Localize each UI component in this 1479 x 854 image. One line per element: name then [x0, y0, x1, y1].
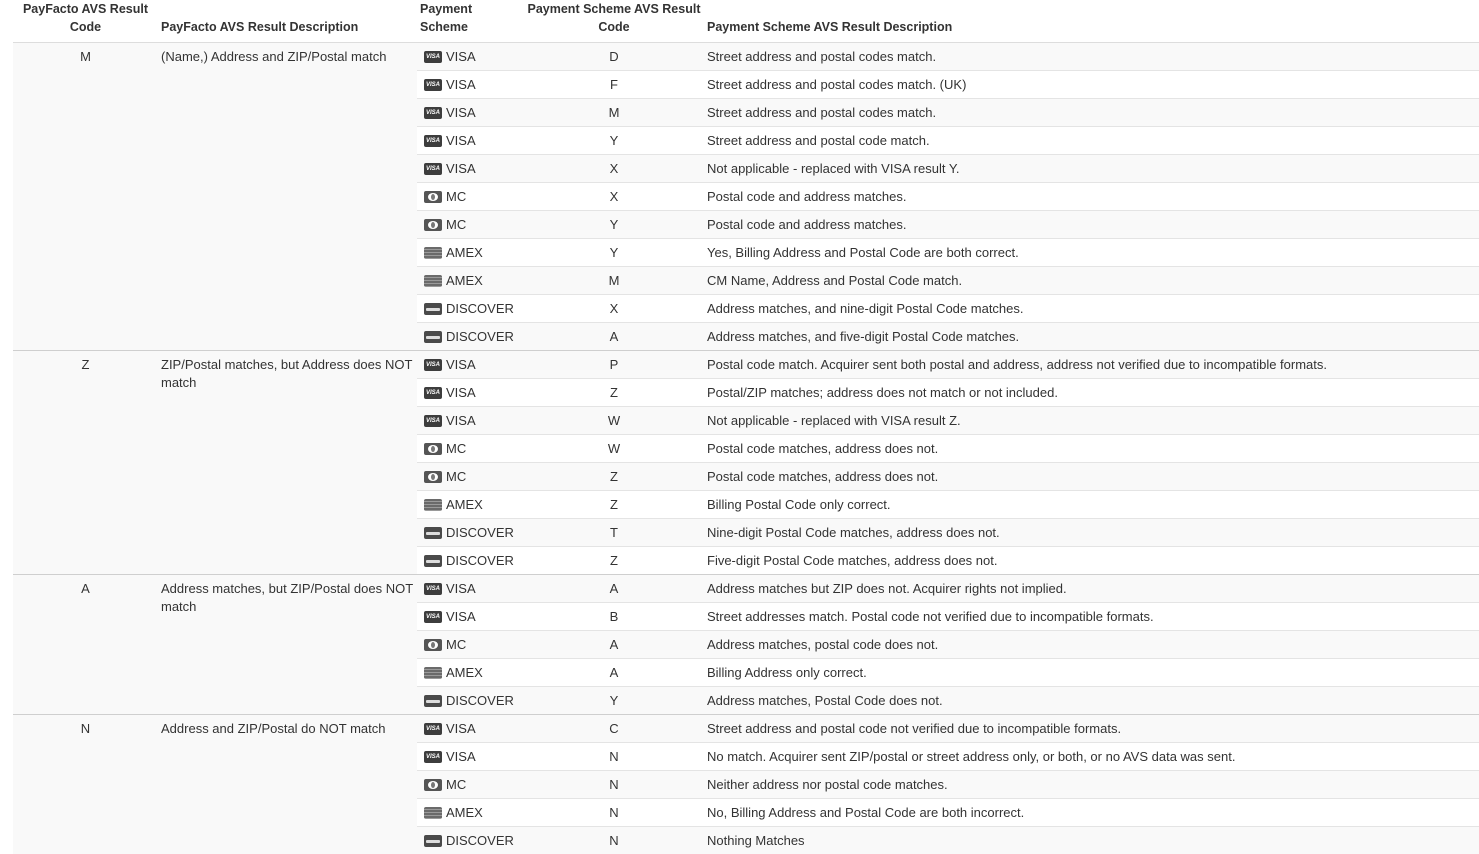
scheme-cell	[417, 211, 524, 239]
scheme-label: VISA	[446, 104, 476, 122]
scheme-desc-cell: Neither address nor postal code matches.	[704, 771, 1479, 799]
scheme-desc-cell: Street address and postal codes match.	[704, 43, 1479, 71]
scheme-desc-cell: Five-digit Postal Code matches, address does not.	[704, 547, 1479, 575]
scheme-label: VISA	[446, 720, 476, 738]
scheme-code-cell: X	[524, 295, 704, 323]
scheme-cell	[417, 43, 524, 71]
scheme-code-cell: D	[524, 43, 704, 71]
mastercard-icon	[424, 471, 442, 483]
amex-icon	[424, 275, 442, 287]
visa-icon: VISA	[424, 751, 442, 763]
scheme-desc-cell: Not applicable - replaced with VISA result Z.	[704, 407, 1479, 435]
scheme-label: DISCOVER	[446, 524, 514, 542]
scheme-code-cell: B	[524, 603, 704, 631]
scheme-label: MC	[446, 776, 466, 794]
scheme-cell	[417, 295, 524, 323]
scheme-desc-cell: Postal code and address matches.	[704, 211, 1479, 239]
header-scheme-code: Payment Scheme AVS Result Code	[524, 0, 704, 43]
mastercard-icon	[424, 779, 442, 791]
scheme-cell	[417, 127, 524, 155]
mastercard-icon	[424, 219, 442, 231]
scheme-cell	[417, 155, 524, 183]
table-row	[13, 43, 1479, 71]
scheme-code-cell: Z	[524, 547, 704, 575]
scheme-code-cell: Z	[524, 463, 704, 491]
header-scheme-desc: Payment Scheme AVS Result Description	[704, 0, 1479, 43]
scheme-cell	[417, 575, 524, 603]
scheme-desc-cell: Address matches, and five-digit Postal Code matches.	[704, 323, 1479, 351]
scheme-cell	[417, 659, 524, 687]
scheme-code-cell: X	[524, 183, 704, 211]
scheme-desc-cell: Billing Postal Code only correct.	[704, 491, 1479, 519]
scheme-code-cell: A	[524, 323, 704, 351]
scheme-code-cell: M	[524, 267, 704, 295]
scheme-code-cell: Y	[524, 211, 704, 239]
scheme-cell	[417, 435, 524, 463]
scheme-cell	[417, 99, 524, 127]
scheme-cell	[417, 743, 524, 771]
scheme-code-cell: Y	[524, 127, 704, 155]
scheme-desc-cell: Street address and postal code match.	[704, 127, 1479, 155]
scheme-cell	[417, 379, 524, 407]
scheme-label: MC	[446, 188, 466, 206]
scheme-desc-cell: Postal code matches, address does not.	[704, 463, 1479, 491]
scheme-label: VISA	[446, 48, 476, 66]
scheme-code-cell: T	[524, 519, 704, 547]
scheme-code-cell: W	[524, 407, 704, 435]
visa-icon: VISA	[424, 415, 442, 427]
scheme-label: VISA	[446, 384, 476, 402]
payfacto-code-cell: N	[13, 715, 158, 854]
scheme-cell	[417, 799, 524, 827]
scheme-desc-cell: Address matches, and nine-digit Postal Code matches.	[704, 295, 1479, 323]
scheme-code-cell: Y	[524, 687, 704, 715]
visa-icon: VISA	[424, 107, 442, 119]
scheme-label: VISA	[446, 160, 476, 178]
payfacto-code-cell: A	[13, 575, 158, 715]
scheme-code-cell: A	[524, 575, 704, 603]
scheme-cell	[417, 603, 524, 631]
scheme-code-cell: C	[524, 715, 704, 743]
scheme-desc-cell: Postal code matches, address does not.	[704, 435, 1479, 463]
scheme-cell	[417, 715, 524, 743]
scheme-desc-cell: Street address and postal code not verified due to incompatible formats.	[704, 715, 1479, 743]
scheme-cell	[417, 519, 524, 547]
amex-icon	[424, 807, 442, 819]
payfacto-desc-cell: ZIP/Postal matches, but Address does NOT match	[158, 351, 417, 575]
scheme-cell	[417, 687, 524, 715]
scheme-code-cell: M	[524, 99, 704, 127]
scheme-cell	[417, 239, 524, 267]
scheme-desc-cell: No, Billing Address and Postal Code are both incorrect.	[704, 799, 1479, 827]
scheme-code-cell: N	[524, 827, 704, 854]
scheme-label: DISCOVER	[446, 692, 514, 710]
scheme-code-cell: N	[524, 771, 704, 799]
scheme-cell	[417, 71, 524, 99]
table-row	[13, 351, 1479, 379]
scheme-desc-cell: Not applicable - replaced with VISA result Y.	[704, 155, 1479, 183]
scheme-desc-cell: Postal code and address matches.	[704, 183, 1479, 211]
payfacto-desc-cell: (Name,) Address and ZIP/Postal match	[158, 43, 417, 351]
scheme-desc-cell: Street addresses match. Postal code not verified due to incompatible formats.	[704, 603, 1479, 631]
visa-icon: VISA	[424, 387, 442, 399]
scheme-desc-cell: Nine-digit Postal Code matches, address does not.	[704, 519, 1479, 547]
scheme-label: DISCOVER	[446, 300, 514, 318]
table-row	[13, 575, 1479, 603]
discover-icon	[424, 527, 442, 539]
scheme-label: MC	[446, 216, 466, 234]
scheme-desc-cell: Yes, Billing Address and Postal Code are both correct.	[704, 239, 1479, 267]
scheme-code-cell: A	[524, 659, 704, 687]
scheme-label: DISCOVER	[446, 832, 514, 850]
visa-icon: VISA	[424, 359, 442, 371]
scheme-desc-cell: Postal code match. Acquirer sent both postal and address, address not verified due to incompatible formats.	[704, 351, 1479, 379]
scheme-code-cell: Y	[524, 239, 704, 267]
scheme-cell	[417, 267, 524, 295]
visa-icon: VISA	[424, 51, 442, 63]
scheme-label: AMEX	[446, 664, 483, 682]
scheme-label: DISCOVER	[446, 552, 514, 570]
mastercard-icon	[424, 639, 442, 651]
scheme-desc-cell: Nothing Matches	[704, 827, 1479, 854]
scheme-desc-cell: Address matches, postal code does not.	[704, 631, 1479, 659]
scheme-label: MC	[446, 636, 466, 654]
scheme-code-cell: N	[524, 799, 704, 827]
discover-icon	[424, 331, 442, 343]
discover-icon	[424, 303, 442, 315]
mastercard-icon	[424, 443, 442, 455]
scheme-label: AMEX	[446, 496, 483, 514]
scheme-label: MC	[446, 468, 466, 486]
visa-icon: VISA	[424, 611, 442, 623]
scheme-desc-cell: Street address and postal codes match.	[704, 99, 1479, 127]
table-body	[13, 43, 1479, 854]
visa-icon: VISA	[424, 163, 442, 175]
scheme-code-cell: P	[524, 351, 704, 379]
scheme-label: AMEX	[446, 272, 483, 290]
scheme-desc-cell: No match. Acquirer sent ZIP/postal or street address only, or both, or no AVS data was sent.	[704, 743, 1479, 771]
scheme-cell	[417, 631, 524, 659]
scheme-label: VISA	[446, 580, 476, 598]
scheme-label: VISA	[446, 412, 476, 430]
table-row	[13, 715, 1479, 743]
scheme-label: VISA	[446, 132, 476, 150]
payfacto-code-cell: M	[13, 43, 158, 351]
scheme-cell	[417, 183, 524, 211]
scheme-code-cell: X	[524, 155, 704, 183]
scheme-label: VISA	[446, 748, 476, 766]
scheme-cell	[417, 547, 524, 575]
scheme-code-cell: A	[524, 631, 704, 659]
header-payfacto-code: PayFacto AVS Result Code	[13, 0, 158, 43]
scheme-label: AMEX	[446, 244, 483, 262]
header-scheme: Payment Scheme	[417, 0, 524, 43]
scheme-desc-cell: Billing Address only correct.	[704, 659, 1479, 687]
scheme-desc-cell: CM Name, Address and Postal Code match.	[704, 267, 1479, 295]
scheme-code-cell: Z	[524, 379, 704, 407]
scheme-desc-cell: Postal/ZIP matches; address does not match or not included.	[704, 379, 1479, 407]
discover-icon	[424, 555, 442, 567]
scheme-desc-cell: Street address and postal codes match. (UK)	[704, 71, 1479, 99]
scheme-label: AMEX	[446, 804, 483, 822]
scheme-code-cell: W	[524, 435, 704, 463]
scheme-cell	[417, 491, 524, 519]
discover-icon	[424, 835, 442, 847]
scheme-cell	[417, 407, 524, 435]
amex-icon	[424, 667, 442, 679]
scheme-label: DISCOVER	[446, 328, 514, 346]
amex-icon	[424, 247, 442, 259]
amex-icon	[424, 499, 442, 511]
discover-icon	[424, 695, 442, 707]
scheme-desc-cell: Address matches, Postal Code does not.	[704, 687, 1479, 715]
scheme-code-cell: F	[524, 71, 704, 99]
avs-result-table	[13, 0, 1479, 854]
scheme-cell	[417, 771, 524, 799]
scheme-label: VISA	[446, 356, 476, 374]
visa-icon: VISA	[424, 723, 442, 735]
payfacto-code-cell: Z	[13, 351, 158, 575]
visa-icon: VISA	[424, 79, 442, 91]
table-header	[13, 0, 1479, 43]
scheme-cell	[417, 323, 524, 351]
scheme-label: MC	[446, 440, 466, 458]
visa-icon: VISA	[424, 583, 442, 595]
payfacto-desc-cell: Address and ZIP/Postal do NOT match	[158, 715, 417, 854]
header-payfacto-desc: PayFacto AVS Result Description	[158, 0, 417, 43]
scheme-code-cell: Z	[524, 491, 704, 519]
scheme-code-cell: N	[524, 743, 704, 771]
mastercard-icon	[424, 191, 442, 203]
scheme-label: VISA	[446, 608, 476, 626]
scheme-label: VISA	[446, 76, 476, 94]
scheme-cell	[417, 463, 524, 491]
scheme-desc-cell: Address matches but ZIP does not. Acquirer rights not implied.	[704, 575, 1479, 603]
visa-icon: VISA	[424, 135, 442, 147]
payfacto-desc-cell: Address matches, but ZIP/Postal does NOT match	[158, 575, 417, 715]
scheme-cell	[417, 351, 524, 379]
